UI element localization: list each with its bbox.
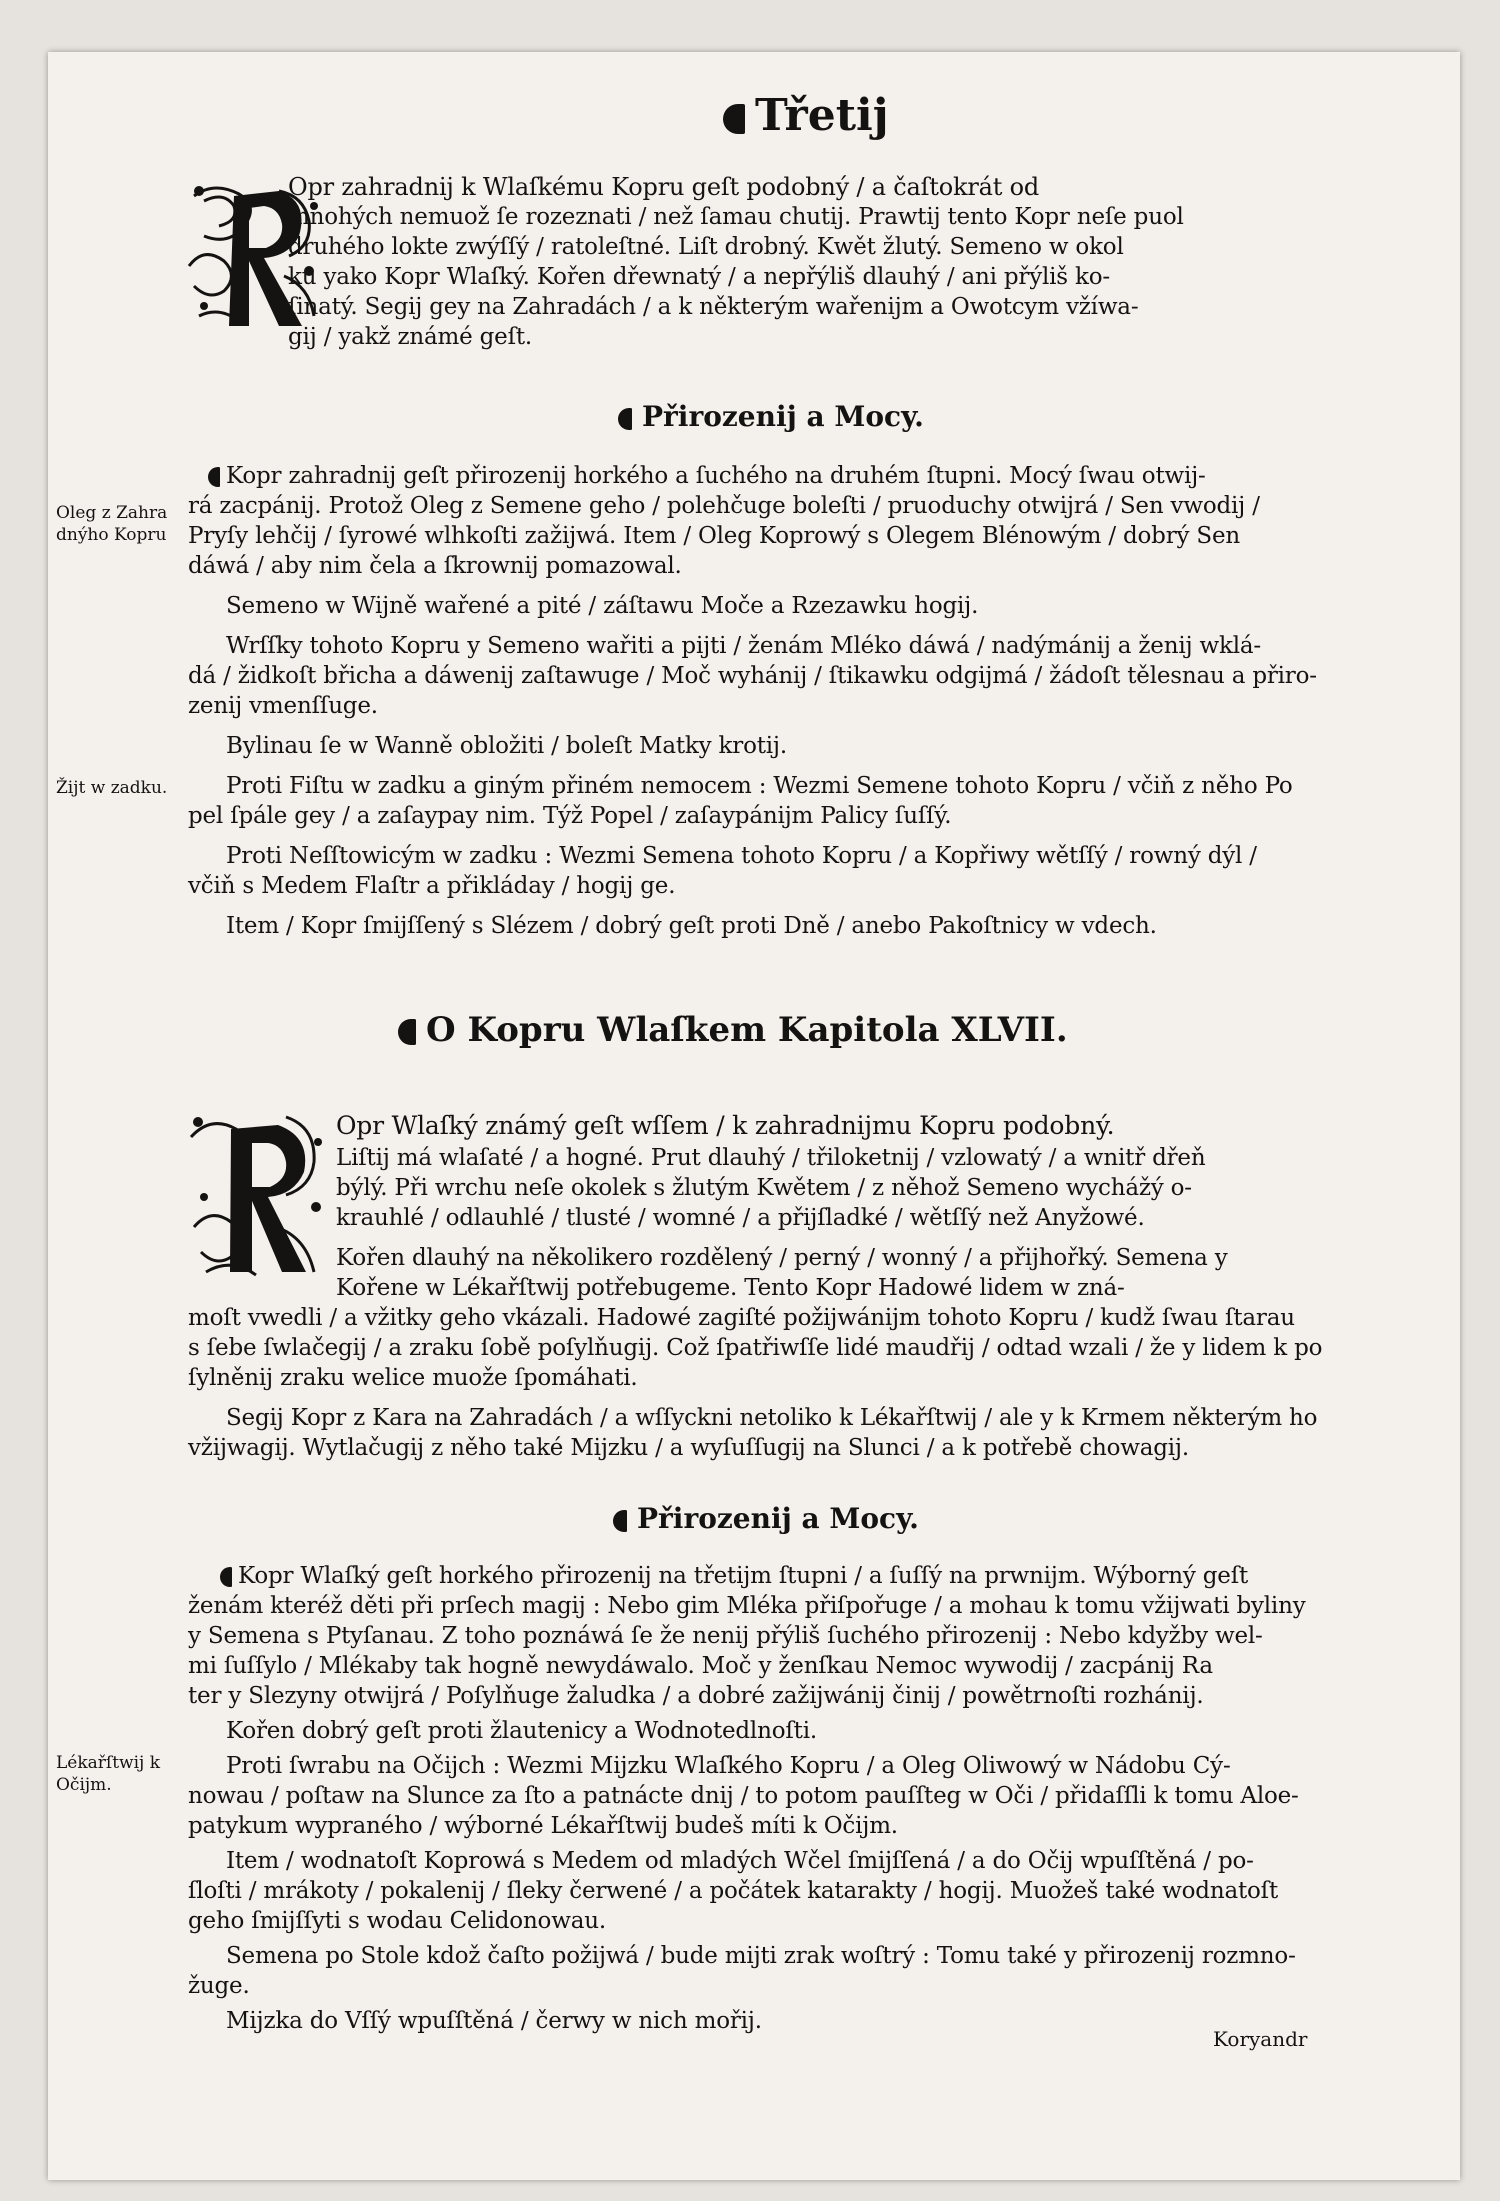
text-line: včiň s Medem Flaſtr a přikláday / hogij ge. — [188, 873, 676, 899]
text-line: nowau / poſtaw na Slunce za ſto a patnácte dnij / to potom pauſſteg w Oči / přidaſſli k tomu Aloe- — [188, 1783, 1299, 1809]
text-line: Liſtij má wlaſaté / a hogné. Prut dlauhý / třiloketnij / vzlowatý / a wnitř dřeň — [336, 1145, 1206, 1171]
pilcrow-icon — [723, 104, 745, 134]
text-line: ſinatý. Segij gey na Zahradách / a k některým wařenijm a Owotcym vžíwa- — [288, 294, 1139, 320]
pilcrow-icon — [220, 1567, 232, 1587]
text-line: zenij vmenſſuge. — [188, 693, 378, 719]
section2-title: Přirozenij a Mocy. — [618, 400, 924, 433]
text-line: vžijwagij. Wytlačugij z něho také Mijzku / a wyſuſſugij na Slunci / a k potřebě chowagij. — [188, 1435, 1189, 1461]
text-line: Mijzka do Vſſý wpuſſtěná / čerwy w nich mořij. — [226, 2008, 762, 2034]
margin-note: Žijt w zadku. — [56, 778, 168, 798]
text-line: Opr Wlaſký známý geſt wſſem / k zahradnijmu Kopru podobný. — [336, 1111, 1115, 1140]
text-line: geho ſmijſſyti s wodau Celidonowau. — [188, 1908, 606, 1934]
text-line: Kopr zahradnij geſt přirozenij horkého a ſuchého na druhém ſtupni. Mocý ſwau otwij- — [208, 462, 1206, 490]
text-line: krauhlé / odlauhlé / tlusté / womné / a přijſladké / wětſſý než Anyžowé. — [336, 1205, 1145, 1231]
text-line: Semeno w Wijně wařené a pité / záſtawu Moče a Rzezawku hogij. — [226, 593, 979, 619]
margin-note: Očijm. — [56, 1775, 112, 1795]
text-line: pel ſpále gey / a zaſaypay nim. Týž Popel / zaſaypánijm Palicy ſuſſý. — [188, 803, 952, 829]
text-line: ženám kteréž děti při prſech magij : Nebo gim Mléka přiſpořuge / a mohau k tomu vžijwati byliny — [188, 1593, 1306, 1619]
text-line: druhého lokte zwýſſý / ratoleſtné. Liſt drobný. Kwět žlutý. Semeno w okol — [288, 234, 1124, 260]
pilcrow-icon — [398, 1019, 416, 1045]
chapter-title: O Kopru Wlaſkem Kapitola XLVII. — [398, 1010, 1068, 1050]
text-line: Wrſſky tohoto Kopru y Semeno wařiti a pijti / ženám Mléko dáwá / nadýmánij a ženij wklá- — [226, 633, 1261, 659]
text-line: Proti ſwrabu na Očijch : Wezmi Mijzku Wlaſkého Kopru / a Oleg Oliwowý w Nádobu Cý- — [226, 1753, 1231, 1779]
decorated-initial-r-icon — [186, 1107, 326, 1282]
margin-note: dnýho Kopru — [56, 525, 167, 545]
text-line: moſt vwedli / a vžitky geho vkázali. Hadowé zagiſté požijwánijm tohoto Kopru / kudž ſwau ſtarau — [188, 1305, 1295, 1331]
catchword: Koryandr — [1213, 2027, 1308, 2051]
text-line: Kořene w Lékařſtwij potřebugeme. Tento Kopr Hadowé lidem w zná- — [336, 1275, 1125, 1301]
text-line: ter y Slezyny otwijrá / Poſylňuge žaludka / a dobré zažijwánij činij / powětrnoſti rozhánij. — [188, 1683, 1204, 1709]
pilcrow-icon — [618, 408, 632, 430]
text-line: Kořen dlauhý na několikero rozdělený / perný / wonný / a přijhořký. Semena y — [336, 1245, 1228, 1271]
text-line: ſloſti / mrákoty / pokalenij / ſleky čerwené / a počátek katarakty / hogij. Muožeš také wodnatoſt — [188, 1878, 1279, 1904]
text-line: dá / židkoſt břicha a dáwenij zaſtawuge / Moč wyhánij / ſtikawku odgijmá / žádoſt tělesnau a přiro- — [188, 663, 1317, 689]
text-line: y Semena s Ptyſanau. Z toho poznáwá ſe že nenij přýliš ſuchého přirozenij : Nebo kdyžby wel- — [188, 1623, 1263, 1649]
text-line: býlý. Při wrchu neſe okolek s žlutým Kwětem / z něhož Semeno wychážý o- — [336, 1175, 1192, 1201]
section1-title: Třetij — [723, 90, 889, 141]
text-line: patykum wypraného / wýborné Lékařſtwij budeš míti k Očijm. — [188, 1813, 898, 1839]
text-line: ku yako Kopr Wlaſký. Kořen dřewnatý / a nepřýliš dlauhý / ani přýliš ko- — [288, 264, 1110, 290]
text-line: Kořen dobrý geſt proti žlautenicy a Wodnotedlnoſti. — [226, 1718, 817, 1744]
text-line: rá zacpánij. Protož Oleg z Semene geho / polehčuge boleſti / pruoduchy otwijrá / Sen vwodij / — [188, 493, 1260, 519]
text-line: Bylinau ſe w Wanně obložiti / boleſt Matky krotij. — [226, 733, 787, 759]
text-line: Semena po Stole kdož čaſto požijwá / bude mijti zrak woſtrý : Tomu také y přirozenij rozmno- — [226, 1943, 1296, 1969]
text-line: gij / yakž známé geſt. — [288, 324, 533, 350]
text-line: mi ſuſſylo / Mlékaby tak hogně newydáwalo. Moč y ženſkau Nemoc wywodij / zacpánij Ra — [188, 1653, 1213, 1679]
margin-note: Oleg z Zahra — [56, 503, 168, 523]
text-line: Item / wodnatoſt Koprowá s Medem od mladých Wčel ſmijſſená / a do Očij wpuſſtěná / po- — [226, 1848, 1254, 1874]
text-line: žuge. — [188, 1973, 250, 1999]
text-line: Segij Kopr z Kara na Zahradách / a wſſyckni netoliko k Lékařſtwij / ale y k Krmem některým ho — [226, 1405, 1318, 1431]
text-line: dáwá / aby nim čela a ſkrownij pomazowal. — [188, 553, 682, 579]
text-line: Proti Neſſtowicým w zadku : Wezmi Semena tohoto Kopru / a Kopřiwy wětſſý / rowný dýl / — [226, 843, 1257, 869]
text-line: s ſebe ſwlačegij / a zraku ſobě poſylňugij. Což ſpatřiwſſe lidé maudřij / odtad wzali / že y lidem k po — [188, 1335, 1323, 1361]
text-line: ſylněnij zraku welice muože ſpomáhati. — [188, 1365, 638, 1391]
text-line: Item / Kopr ſmijſſený s Slézem / dobrý geſt proti Dně / anebo Pakoſtnicy w vdech. — [226, 913, 1157, 939]
text-line: Opr zahradnij k Wlaſkému Kopru geſt podobný / a čaſtokrát od — [288, 173, 1039, 201]
printed-page — [48, 52, 1460, 2180]
text-line: mnohých nemuož ſe rozeznati / než ſamau chutij. Prawtij tento Kopr neſe puol — [288, 204, 1184, 230]
pilcrow-icon — [208, 467, 220, 487]
text-line: Proti Fiſtu w zadku a giným přiném nemocem : Wezmi Semene tohoto Kopru / včiň z něho Po — [226, 773, 1293, 799]
section4-title: Přirozenij a Mocy. — [613, 1502, 919, 1535]
pilcrow-icon — [613, 1510, 627, 1532]
margin-note: Lékařſtwij k — [56, 1753, 161, 1773]
text-line: Kopr Wlaſký geſt horkého přirozenij na třetijm ſtupni / a ſuſſý na prwnijm. Wýborný geſt — [220, 1562, 1248, 1590]
text-line: Pryſy lehčij / ſyrowé wlhkoſti zažijwá. Item / Oleg Koprowý s Olegem Blénowým / dobrý Sen — [188, 523, 1240, 549]
